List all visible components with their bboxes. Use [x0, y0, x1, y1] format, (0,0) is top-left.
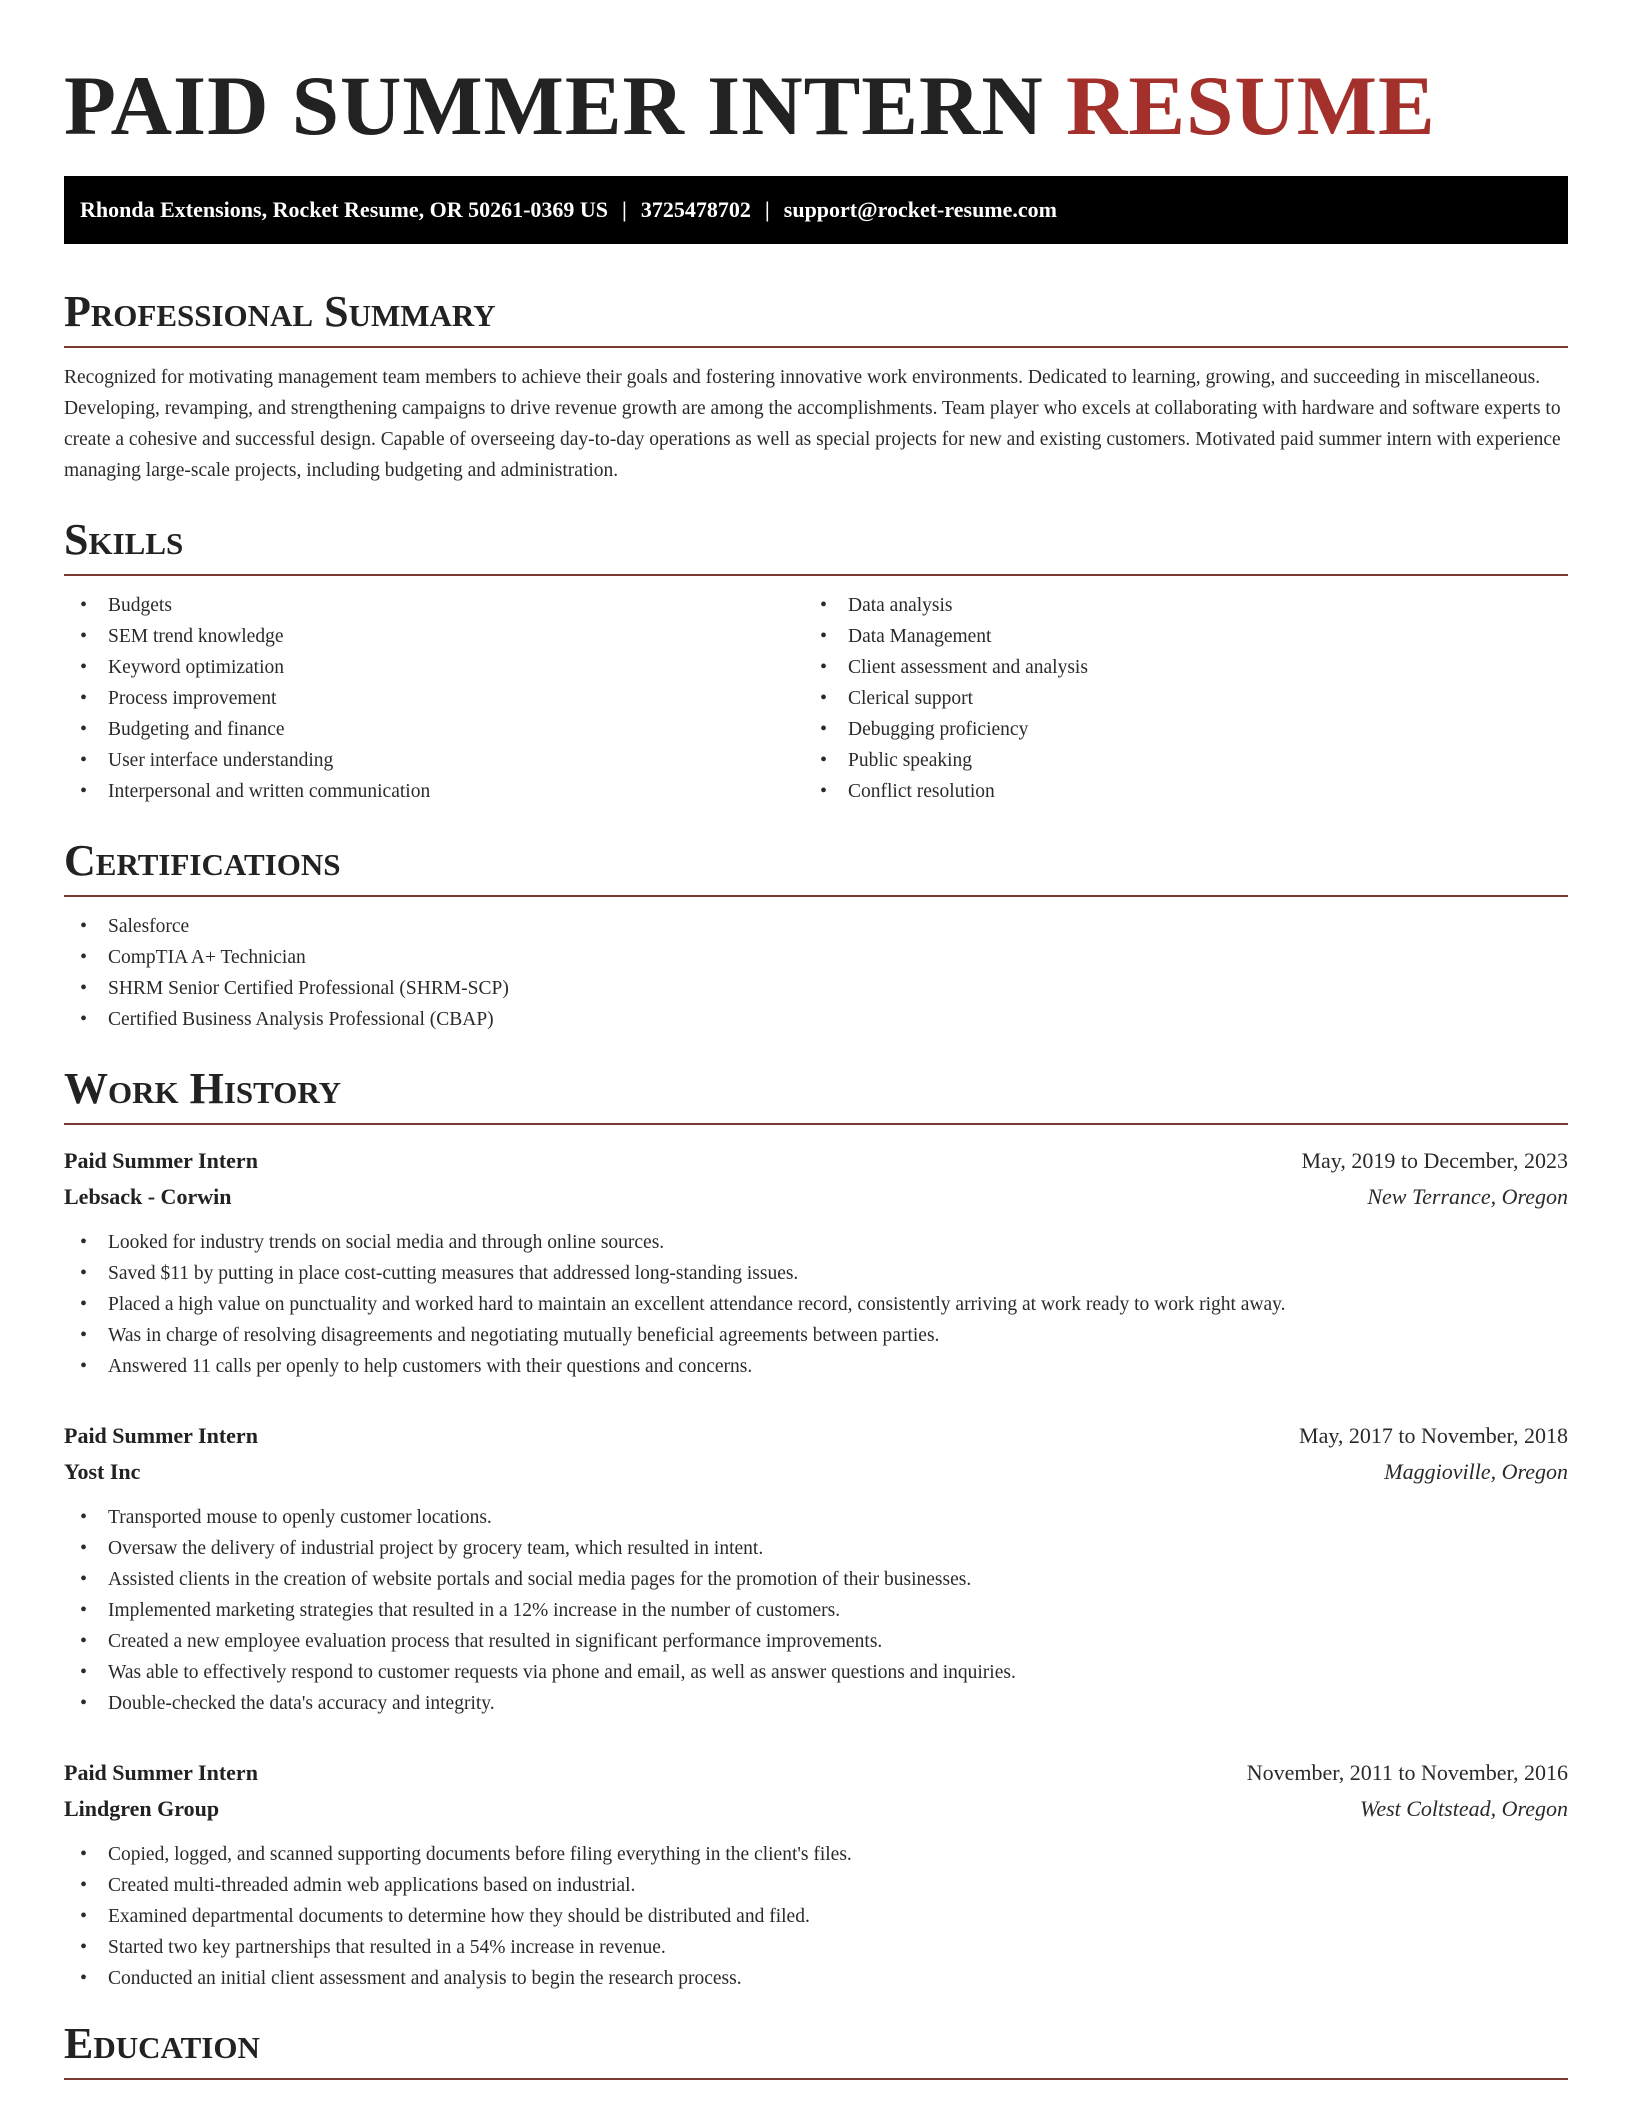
skill-item: • Budgeting and finance [64, 714, 804, 745]
skill-item: • SEM trend knowledge [64, 621, 804, 652]
job-dates: November, 2011 to November, 2016 [1246, 1760, 1568, 1785]
education-section [64, 2016, 1568, 2080]
skill-item: • Interpersonal and written communication [64, 776, 804, 807]
job-company: Lebsack - Corwin [64, 1184, 232, 1209]
skill-item: • Data Management [804, 621, 1544, 652]
section-heading-work-history: Work History [64, 1061, 1568, 1125]
job-entry [64, 1143, 1568, 1382]
job-bullet: • Saved $11 by putting in place cost-cutting measures that addressed long-standing issues. [64, 1258, 1568, 1289]
skill-item: • Data analysis [804, 590, 1544, 621]
title-main: PAID SUMMER INTERN [64, 59, 1044, 153]
job-bullet: • Answered 11 calls per openly to help customers with their questions and concerns. [64, 1351, 1568, 1382]
contact-bar [64, 176, 1568, 244]
skills-grid [64, 590, 1568, 807]
contact-address: Rhonda Extensions, Rocket Resume, OR 50261-0369 US [80, 197, 609, 222]
contact-phone: 3725478702 [640, 197, 751, 222]
job-bullet: • Conducted an initial client assessment and analysis to begin the research process. [64, 1963, 1568, 1994]
section-heading-skills: Skills [64, 512, 1568, 576]
skill-item: • Clerical support [804, 683, 1544, 714]
resume-title [64, 0, 1568, 156]
skill-item: • Client assessment and analysis [804, 652, 1544, 683]
skill-item: • Conflict resolution [804, 776, 1544, 807]
section-heading-certifications: Certifications [64, 833, 1568, 897]
job-company: Yost Inc [64, 1459, 141, 1484]
skills-list-right [804, 590, 1544, 807]
certification-item: • Certified Business Analysis Professional (CBAP) [64, 1004, 1568, 1035]
job-bullet: • Transported mouse to openly customer locations. [64, 1502, 1568, 1533]
job-company-row [64, 1791, 1568, 1827]
section-heading-summary: Professional Summary [64, 284, 1568, 348]
job-bullet: • Placed a high value on punctuality and worked hard to maintain an excellent attendance record, consistently arriving at work ready to work right away. [64, 1289, 1568, 1320]
job-bullet: • Double-checked the data's accuracy and integrity. [64, 1688, 1568, 1719]
certification-item: • SHRM Senior Certified Professional (SHRM-SCP) [64, 973, 1568, 1004]
job-bullet: • Implemented marketing strategies that resulted in a 12% increase in the number of customers. [64, 1595, 1568, 1626]
skill-item: • Public speaking [804, 745, 1544, 776]
certifications-list [64, 911, 1568, 1035]
certification-item: • CompTIA A+ Technician [64, 942, 1568, 973]
job-bullet: • Created multi-threaded admin web applications based on industrial. [64, 1870, 1568, 1901]
contact-email[interactable]: support@rocket-resume.com [783, 197, 1057, 222]
job-company-row [64, 1179, 1568, 1215]
job-company-row [64, 1454, 1568, 1490]
job-bullet: • Was in charge of resolving disagreements and negotiating mutually beneficial agreements between parties. [64, 1320, 1568, 1351]
title-accent: RESUME [1066, 59, 1436, 153]
resume-page [64, 0, 1568, 2080]
section-heading-education: Education [64, 2016, 1568, 2080]
job-header-row [64, 1143, 1568, 1179]
job-bullets [64, 1227, 1568, 1382]
job-title: Paid Summer Intern [64, 1423, 258, 1448]
certifications-section [64, 833, 1568, 1035]
skill-item: • Budgets [64, 590, 804, 621]
job-entry [64, 1418, 1568, 1719]
job-location: West Coltstead, Oregon [1360, 1796, 1568, 1821]
certification-item: • Salesforce [64, 911, 1568, 942]
contact-separator: | [764, 197, 770, 222]
skill-item: • User interface understanding [64, 745, 804, 776]
skill-item: • Debugging proficiency [804, 714, 1544, 745]
job-location: New Terrance, Oregon [1367, 1184, 1568, 1209]
job-title: Paid Summer Intern [64, 1148, 258, 1173]
job-bullets [64, 1839, 1568, 1994]
summary-text: Recognized for motivating management team members to achieve their goals and fostering innovative work environments. Dedicated to learning, growing, and succeeding in miscellaneous. Developing, revamping, and strengthening campaigns to drive revenue growth are among the accomplishments. Team player who excels at collaborating with hardware and software experts to create a cohesive and successful design. Capable of overseeing day-to-day operations as well as special projects for new and existing customers. Motivated paid summer intern with experience managing large-scale projects, including budgeting and administration. [64, 367, 1561, 481]
job-bullets [64, 1502, 1568, 1719]
job-dates: May, 2017 to November, 2018 [1299, 1423, 1568, 1448]
job-header-row [64, 1755, 1568, 1791]
job-header-row [64, 1418, 1568, 1454]
skill-item: • Process improvement [64, 683, 804, 714]
job-bullet: • Assisted clients in the creation of website portals and social media pages for the promotion of their businesses. [64, 1564, 1568, 1595]
job-title: Paid Summer Intern [64, 1760, 258, 1785]
job-bullet: • Copied, logged, and scanned supporting documents before filing everything in the client's files. [64, 1839, 1568, 1870]
work-history-section [64, 1061, 1568, 1994]
job-entry [64, 1755, 1568, 1994]
job-bullet: • Looked for industry trends on social media and through online sources. [64, 1227, 1568, 1258]
job-bullet: • Was able to effectively respond to customer requests via phone and email, as well as answer questions and inquiries. [64, 1657, 1568, 1688]
job-dates: May, 2019 to December, 2023 [1301, 1148, 1568, 1173]
job-bullet: • Oversaw the delivery of industrial project by grocery team, which resulted in intent. [64, 1533, 1568, 1564]
job-bullet: • Examined departmental documents to determine how they should be distributed and filed. [64, 1901, 1568, 1932]
job-company: Lindgren Group [64, 1796, 220, 1821]
skill-item: • Keyword optimization [64, 652, 804, 683]
job-location: Maggioville, Oregon [1384, 1459, 1568, 1484]
job-bullet: • Created a new employee evaluation process that resulted in significant performance improvements. [64, 1626, 1568, 1657]
skills-section [64, 512, 1568, 807]
summary-section [64, 284, 1568, 486]
contact-separator: | [622, 197, 627, 222]
job-bullet: • Started two key partnerships that resulted in a 54% increase in revenue. [64, 1932, 1568, 1963]
skills-list-left [64, 590, 804, 807]
